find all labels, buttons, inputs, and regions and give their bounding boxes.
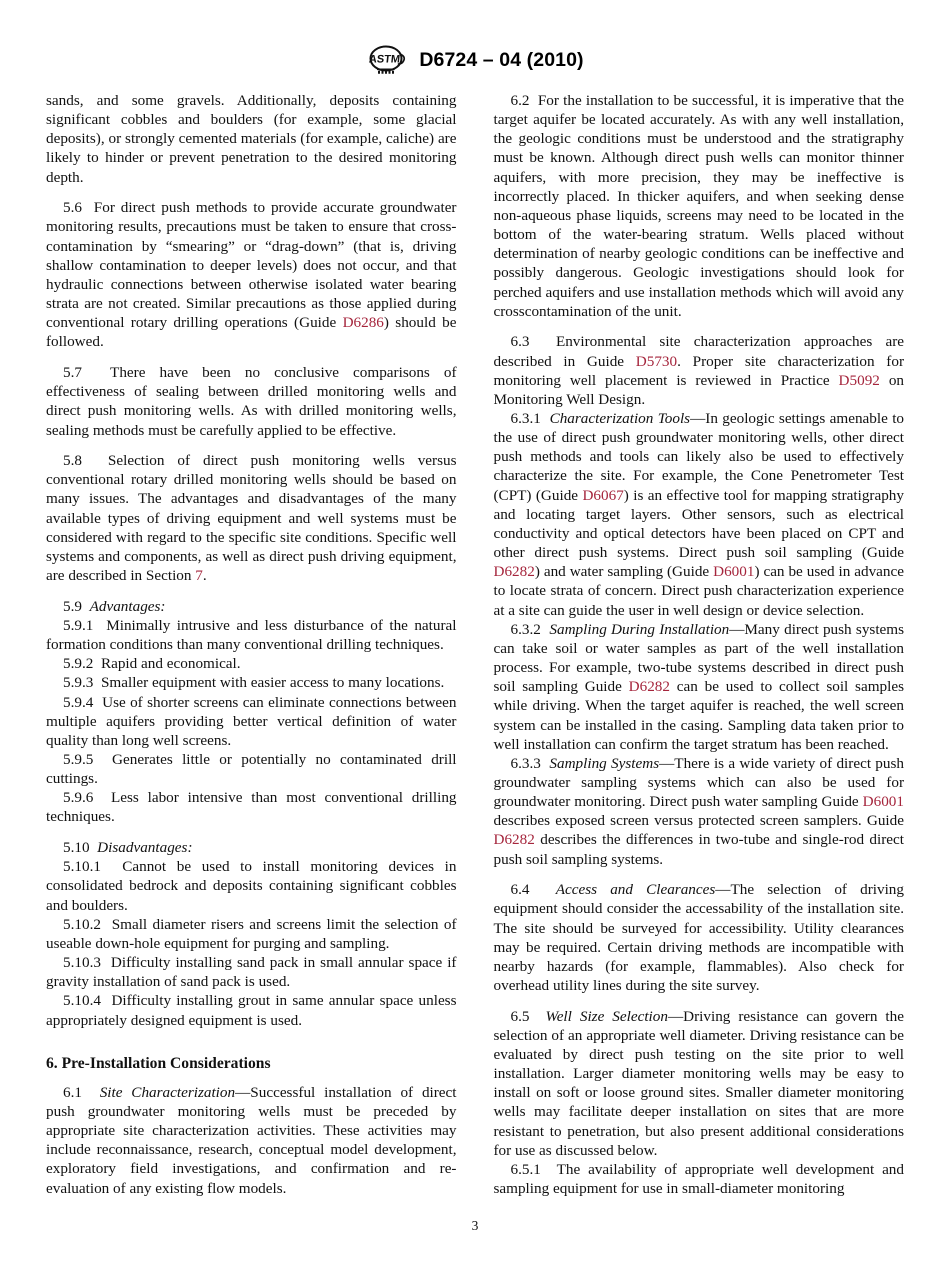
paragraph-5-10 — [46, 838, 457, 857]
clause-number-5-9-1: 5.9.1 — [63, 616, 94, 634]
clause-text-tail: can be used to collect soil samples while driving. When the target aquifer is reached, the well screen system can be installed in the casing. Sampling data taken prior to well installation can confirm the target stratum has been reached. — [493, 678, 904, 753]
clause-text: Selection of direct push monitoring wells versus conventional rotary drilled monitoring wells should be based on many issues. The advantages and disadvantages of the many available types of driving equipment and well systems must be considered with regard to the specific site conditions. Specific well systems and components, as well as direct push driving equipment, are described in Section — [46, 452, 457, 585]
paragraph-6-5 — [494, 1007, 905, 1160]
clause-run-in-title: Site Characterization — [99, 1083, 236, 1101]
paragraph-5-9-1 — [46, 616, 457, 654]
paragraph-6-3-1 — [494, 409, 905, 620]
clause-text: For direct push methods to provide accurate groundwater monitoring results, precautions must be taken to ensure that cross-contamination by “smearing” or “drag-down” (that is, driving shallow contamination to deeper levels) does not occur, and that hydraulic connections between otherwise isolated water bearing strata are not created. Similar precautions as those applied during conventional rotary drilling operations (Guide — [46, 199, 457, 332]
clause-number-5-10: 5.10 — [63, 839, 90, 857]
paragraph-6-5-1 — [494, 1160, 905, 1198]
clause-text: Smaller equipment with easier access to many locations. — [100, 674, 445, 692]
clause-text: Generates little or potentially no contaminated drill cuttings. — [46, 751, 457, 788]
left-column — [46, 91, 457, 1206]
clause-number-5-9-6: 5.9.6 — [63, 789, 94, 807]
clause-text: —The selection of driving equipment should consider the accessability of the installation site. The site should be surveyed for accessibility. Utility clearances may be required. Certain driving methods are incompatible with nearby hazards (for example, flammables). Also check for overhead utility lines during the site survey. — [493, 881, 904, 995]
clause-text-tail: ) can be used in advance to locate strata of concern. Direct push characterization experience at a site can guide the user in well design or device selection. — [493, 563, 904, 619]
reference-link-d6001[interactable]: D6001 — [713, 563, 755, 581]
two-column-body — [46, 91, 904, 1206]
page-footer — [0, 1218, 950, 1234]
paragraph-5-10-2 — [46, 915, 457, 953]
clause-text-tail: ) should be followed. — [46, 314, 457, 351]
paragraph-5-5-continuation: sands, and some gravels. Additionally, deposits containing significant cobbles and boulders (for example, some glacial deposits), or strongly cemented materials (for example, caliche) are likely to hinder or prevent penetration to the desired monitoring depth. — [46, 92, 457, 186]
svg-text:ASTM: ASTM — [368, 53, 401, 66]
clause-text: Difficulty installing grout in same annular space unless appropriately designed equipment is used. — [46, 992, 457, 1029]
clause-number-6-4: 6.4 — [510, 881, 530, 899]
right-column — [494, 91, 905, 1206]
paragraph-5-6 — [46, 198, 457, 351]
clause-text: The availability of appropriate well development and sampling equipment for use in small-diameter monitoring — [493, 1160, 904, 1198]
paragraph-6-4 — [494, 880, 905, 995]
clause-text: —Successful installation of direct push groundwater monitoring wells must be preceded by appropriate site characterization activities. These activities may include reconnaissance, research, conceptual model development, exploratory field investigations, and confirmation and re-evaluation of any existing flow models. — [46, 1083, 457, 1197]
clause-number-6-1: 6.1 — [63, 1083, 82, 1101]
reference-link-d6282[interactable]: D6282 — [628, 678, 670, 696]
clause-text: describes exposed screen versus protected screen samplers. Guide — [493, 812, 904, 830]
clause-number-6-2: 6.2 — [510, 92, 530, 109]
clause-number-6-5: 6.5 — [510, 1007, 530, 1025]
clause-number-5-9-5: 5.9.5 — [63, 751, 94, 768]
clause-text: —In geologic settings amenable to the use of direct push groundwater monitoring wells, other direct push methods and tools can likely also be used to effectively characterize the site. For example, the Cone Penetrometer Test (CPT) (Guide — [493, 410, 905, 504]
clause-number-5-10-4: 5.10.4 — [63, 992, 101, 1010]
reference-link-d6282[interactable]: D6282 — [493, 563, 535, 581]
clause-number-6-3-2: 6.3.2 — [510, 620, 541, 638]
clause-number-5-7: 5.7 — [63, 364, 82, 382]
clause-number-5-6: 5.6 — [63, 199, 82, 217]
paragraph-5-10-4 — [46, 991, 457, 1029]
clause-run-in-title: Well Size Selection — [545, 1007, 668, 1025]
clause-text: Difficulty installing sand pack in small annular space if gravity installation of sand pack is used. — [46, 954, 457, 991]
clause-number-6-3: 6.3 — [510, 333, 530, 351]
reference-link-d6001[interactable]: D6001 — [862, 793, 904, 811]
clause-run-in-title: Access and Clearances — [555, 881, 716, 899]
reference-link-section-7[interactable]: 7 — [195, 567, 203, 585]
clause-run-in-title: Characterization Tools — [549, 410, 691, 427]
clause-number-6-3-3: 6.3.3 — [510, 754, 541, 772]
paragraph-5-10-3 — [46, 953, 457, 991]
standard-designation: D6724 – 04 (2010) — [419, 48, 584, 71]
clause-number-6-3-1: 6.3.1 — [510, 410, 541, 427]
clause-text: Cannot be used to install monitoring devices in consolidated bedrock and deposits containing significant cobbles and boulders. — [46, 858, 457, 914]
clause-text-tail: describes the differences in two-tube and single-rod direct push soil sampling systems. — [493, 831, 904, 868]
paragraph-6-1 — [46, 1083, 457, 1198]
paragraph-6-3-2 — [494, 620, 905, 754]
clause-text: For the installation to be successful, it is imperative that the target aquifer be located accurately. As with any well installation, the geologic conditions must be understood and the stratigraphy must be known. Although direct push wells can monitor thinner aquifers, with more precision, they may be ineffective is incorrectly placed. In thicker aquifers, and when seeking dense non-aqueous phase liquids, screens may need to be located in the bottom of the water-bearing stratum. Wells placed without determination of nearby geologic conditions can be ineffective and possibly dangerous. Geologic investigations should look for perched aquifers and use installation methods which will avoid any crosscontamination of the unit. — [493, 92, 905, 320]
reference-link-d6282[interactable]: D6282 — [493, 831, 535, 849]
reference-link-d6286[interactable]: D6286 — [342, 314, 384, 332]
clause-run-in-title: Sampling During Installation — [549, 620, 730, 638]
clause-text: —Many direct push systems can take soil or water samples as part of the well installation process. For example, two-tube systems described in direct push soil sampling Guide — [493, 620, 905, 696]
clause-text: Use of shorter screens can eliminate connections between multiple aquifers providing better vertical definition of water quality than long well screens. — [46, 693, 457, 749]
paragraph-6-3-3 — [494, 754, 905, 869]
paragraph-6-2 — [494, 91, 905, 321]
reference-link-d6067[interactable]: D6067 — [582, 486, 624, 504]
clause-text-tail: on Monitoring Well Design. — [493, 371, 905, 408]
paragraph-5-8 — [46, 451, 457, 585]
paragraph-5-9-2 — [46, 654, 457, 673]
clause-number-5-9-3: 5.9.3 — [63, 674, 94, 692]
page-number: 3 — [471, 1218, 479, 1233]
clause-number-5-10-3: 5.10.3 — [63, 954, 101, 972]
clause-text: Small diameter risers and screens limit the selection of useable down-hole equipment for purging and sampling. — [46, 915, 457, 952]
page-header — [0, 40, 950, 80]
clause-text: Minimally intrusive and less disturbance of the natural formation conditions than many conventional drilling techniques. — [46, 616, 457, 654]
paragraph-5-9-6 — [46, 788, 457, 826]
paragraph-5-9-3 — [46, 673, 457, 692]
clause-run-in-title: Advantages: — [89, 597, 166, 615]
clause-number-5-9: 5.9 — [63, 597, 82, 615]
paragraph-5-10-1 — [46, 857, 457, 914]
paragraph-5-9-5 — [46, 750, 457, 788]
clause-text: Less labor intensive than most conventional drilling techniques. — [46, 789, 457, 826]
astm-logo-icon — [366, 45, 410, 75]
paragraph-5-7 — [46, 363, 457, 440]
reference-link-d5092[interactable]: D5092 — [838, 371, 880, 389]
clause-number-5-9-2: 5.9.2 — [63, 655, 94, 673]
clause-text-tail: . — [202, 567, 207, 585]
section-heading-6: 6. Pre-Installation Considerations — [46, 1054, 271, 1072]
paragraph-5-9 — [46, 597, 457, 616]
clause-text: There have been no conclusive comparisons of effectiveness of sealing between drilled monitoring wells and direct push monitoring wells. As with drilled monitoring wells, sealing methods must be carefully applied to be effective. — [46, 364, 457, 439]
clause-text: ) is an effective tool for mapping stratigraphy and locating target layers. Other sensors, such as electrical conductivity and optical detectors have been placed on CPT and other direct push systems. Direct push soil sampling (Guide — [493, 486, 904, 562]
clause-text: ) and water sampling (Guide — [534, 563, 714, 581]
paragraph-6-3 — [494, 332, 905, 409]
clause-run-in-title: Sampling Systems — [549, 754, 660, 772]
reference-link-d5730[interactable]: D5730 — [635, 352, 678, 370]
clause-number-5-10-2: 5.10.2 — [63, 915, 101, 933]
clause-number-5-10-1: 5.10.1 — [63, 858, 101, 876]
clause-text: . Proper site characterization for monitoring well placement is reviewed in Practice — [493, 352, 904, 389]
clause-number-5-9-4: 5.9.4 — [63, 693, 94, 711]
clause-run-in-title: Disadvantages: — [97, 839, 193, 857]
clause-text: Rapid and economical. — [100, 655, 241, 673]
clause-text: Environmental site characterization approaches are described in Guide — [493, 333, 904, 370]
clause-number-6-5-1: 6.5.1 — [510, 1160, 541, 1178]
clause-text: —There is a wide variety of direct push groundwater sampling systems which can also be used for groundwater monitoring. Direct push water sampling Guide — [493, 754, 904, 811]
clause-number-5-8: 5.8 — [63, 452, 82, 470]
paragraph-5-9-4 — [46, 693, 457, 750]
clause-text: —Driving resistance can govern the selection of an appropriate well diameter. Driving resistance can be evaluated by direct push testing on the site prior to well installation. Larger diameter monitoring wells may be easy to install on soft or loose ground sites. Smaller diameter monitoring wells may facilitate deeper installation on sites that are more resistant to penetration, but also present additional considerations for use as discussed below. — [493, 1007, 904, 1159]
